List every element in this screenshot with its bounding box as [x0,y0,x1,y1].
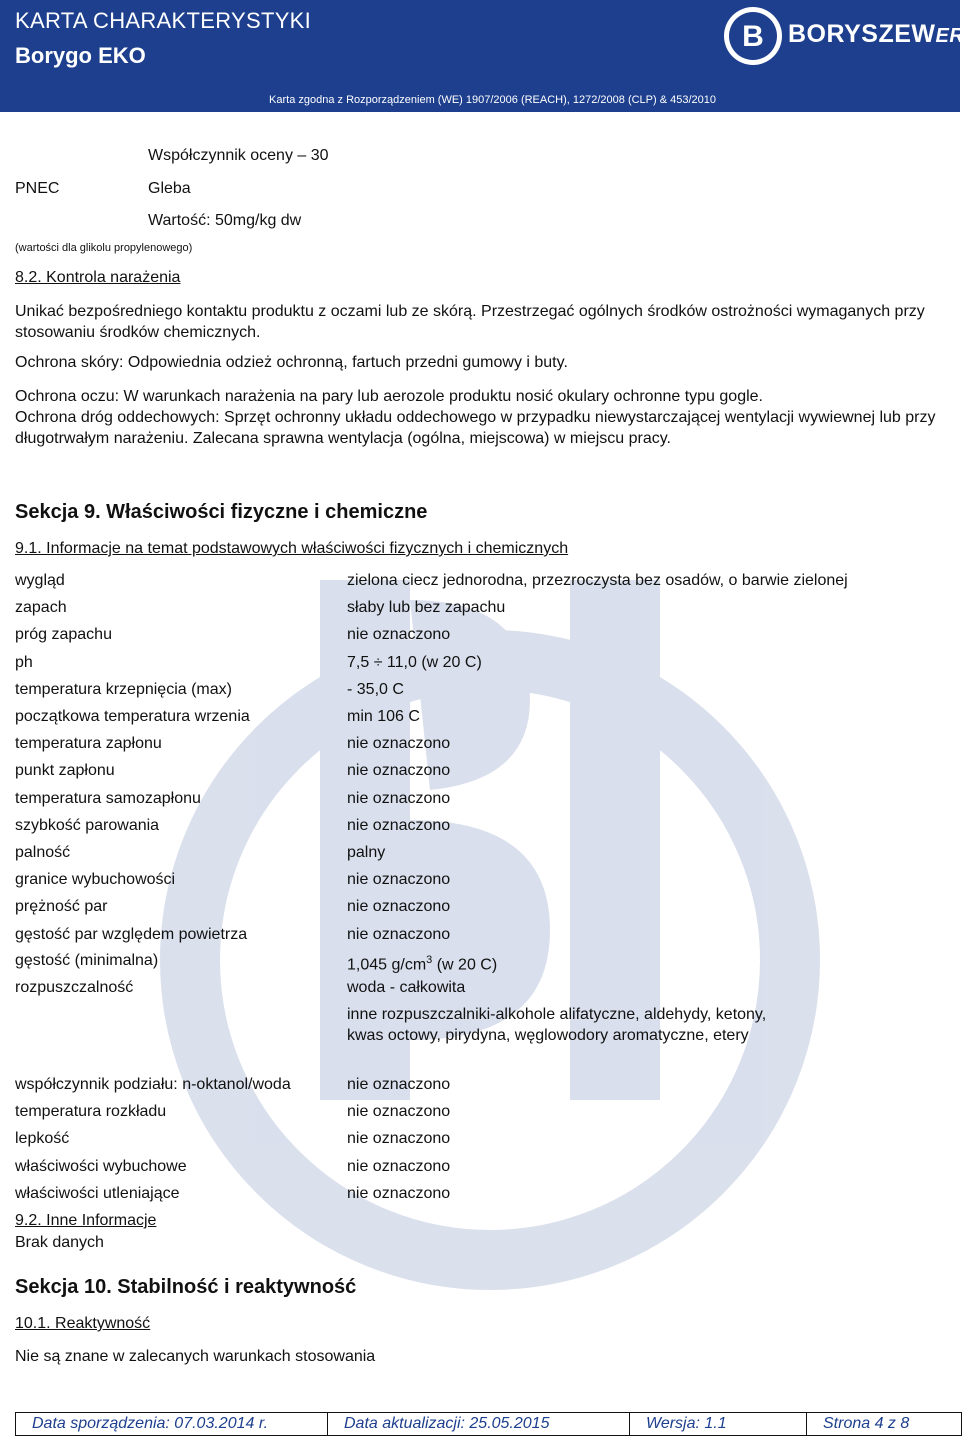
property-value: nie oznaczono [347,735,451,753]
property-row [15,597,950,624]
property-value: woda - całkowita [347,979,466,996]
property-value: nie oznaczono [347,789,451,807]
property-key: temperatura zapłonu [15,735,162,753]
property-key: właściwości wybuchowe [15,1157,187,1175]
property-key: początkowa temperatura wrzenia [15,708,250,725]
property-key: granice wybuchowości [15,871,176,889]
property-row [15,1183,950,1210]
property-row [15,733,950,760]
property-key: temperatura rozkładu [15,1103,167,1121]
eye-protection-paragraph: Ochrona oczu: W warunkach narażenia na pary lub aerozole produktu nosić okulary ochronne typu gogle. [15,388,763,405]
property-key: zapach [15,599,67,617]
property-row [15,679,950,706]
logo-mark: B [742,20,764,53]
section-9-1-heading: 9.1. Informacje na temat podstawowych właściwości fizycznych i chemicznych [15,540,569,557]
property-row [15,1156,950,1183]
document-header [0,0,980,112]
property-value: palny [347,844,386,861]
section-10-1-text: Nie są znane w zalecanych warunkach stosowania [15,1348,376,1365]
property-row [15,788,950,815]
property-key: temperatura samozapłonu [15,789,201,807]
property-key: gęstość (minimalna) [15,952,159,969]
exposure-general-paragraph: Unikać bezpośredniego kontaktu produktu z oczami lub ze skórą. Przestrzegać ogólnych środków ostrożności wymaganych przy stosowaniu środków chemicznych. [15,303,925,341]
property-row [15,1128,950,1155]
property-value: nie oznaczono [347,1103,451,1121]
property-value: nie oznaczono [347,1184,451,1202]
property-row [15,706,950,733]
property-value: nie oznaczono [347,898,451,916]
property-value: zielona ciecz jednorodna, przezroczysta bez osadów, o barwie zielonej [347,572,848,589]
property-row [15,570,950,597]
footer-page: Strona 4 z 8 [823,1415,910,1432]
property-value: nie oznaczono [347,762,451,780]
property-key: próg zapachu [15,626,112,644]
property-key: współczynnik podziału: n-oktanol/woda [15,1076,291,1093]
property-key: szybkość parowania [15,816,160,834]
section-9-2-heading: 9.2. Inne Informacje [15,1212,157,1229]
property-row [15,624,950,651]
respiratory-protection-paragraph: Ochrona dróg oddechowych: Sprzęt ochronny układu oddechowego w przypadku niewystarczającej wentylacji wywiewnej lub przy długotrwałym narażeniu. Zalecana sprawna wentylacja (ogólna, miejscowa) w miejscu pracy. [15,409,936,447]
footer-created: Data sporządzenia: 07.03.2014 r. [16,1413,328,1435]
property-value: 1,045 $g/cm^3$ (w 20 C) [347,954,498,974]
property-key: gęstość par względem powietrza [15,925,248,943]
property-row [15,1101,950,1128]
property-value: - 35,0 C [347,680,404,698]
section-8-2-heading: 8.2. Kontrola narażenia [15,269,181,286]
property-row [15,896,950,923]
pnec-note: (wartości dla glikolu propylenowego) [15,242,193,254]
footer-updated: Data aktualizacji: 25.05.2015 [328,1413,630,1435]
property-row-density [15,950,950,977]
property-row-solubility [15,977,950,1004]
document-title: KARTA CHARAKTERYSTYKI [15,8,312,33]
pnec-label: PNEC [15,180,60,197]
property-value: nie oznaczono [347,816,451,834]
skin-protection-paragraph: Ochrona skóry: Odpowiednia odzież ochronną, fartuch przedni gumowy i buty. [15,354,568,371]
footer-version: Wersja: 1.1 [630,1413,807,1435]
property-key: palność [15,844,71,861]
logo-wordmark: BORYSZEWERG [788,20,980,48]
property-row-solubility-other [15,1004,950,1068]
property-row [15,652,950,679]
regulation-note: Karta zgodna z Rozporządzeniem (WE) 1907/2006 (REACH), 1272/2008 (CLP) & 453/2010 [269,94,716,106]
property-value: nie oznaczono [347,1130,451,1148]
section-10-heading: Sekcja 10. Stabilność i reaktywność [15,1276,357,1298]
pnec-value: Wartość: 50mg/kg dw [148,212,302,229]
section-9-2-text: Brak danych [15,1234,104,1251]
property-value: nie oznaczono [347,1076,451,1093]
property-value: min 106 C [347,708,420,725]
property-value: 7,5 ÷ 11,0 (w 20 C) [347,653,482,671]
property-key: punkt zapłonu [15,762,115,780]
pnec-medium: Gleba [148,180,191,197]
property-key: lepkość [15,1130,70,1148]
property-value: inne rozpuszczalniki-alkohole alifatyczne, aldehydy, ketony, kwas octowy, pirydyna, węglowodory aromatyczne, etery [347,1006,767,1044]
document-footer [15,1412,962,1436]
property-value: nie oznaczono [347,1157,451,1175]
property-value: nie oznaczono [347,626,451,644]
section-9-heading: Sekcja 9. Właściwości fizyczne i chemiczne [15,501,428,523]
property-row [15,869,950,896]
product-name: Borygo EKO [15,43,146,68]
property-row [15,760,950,787]
property-key: temperatura krzepnięcia (max) [15,680,232,698]
property-key: właściwości utleniające [15,1184,180,1202]
property-key: rozpuszczalność [15,979,134,996]
property-key: ph [15,653,33,671]
property-row [15,842,950,869]
property-row [15,815,950,842]
property-key: wygląd [15,572,65,589]
property-value: słaby lub bez zapachu [347,599,506,617]
section-10-1-heading: 10.1. Reaktywność [15,1315,151,1332]
property-value: nie oznaczono [347,925,451,943]
property-row [15,1074,950,1101]
pnec-factor: Współczynnik oceny – 30 [148,147,329,164]
property-value: nie oznaczono [347,871,451,889]
property-key: prężność par [15,898,108,916]
property-row [15,924,950,951]
